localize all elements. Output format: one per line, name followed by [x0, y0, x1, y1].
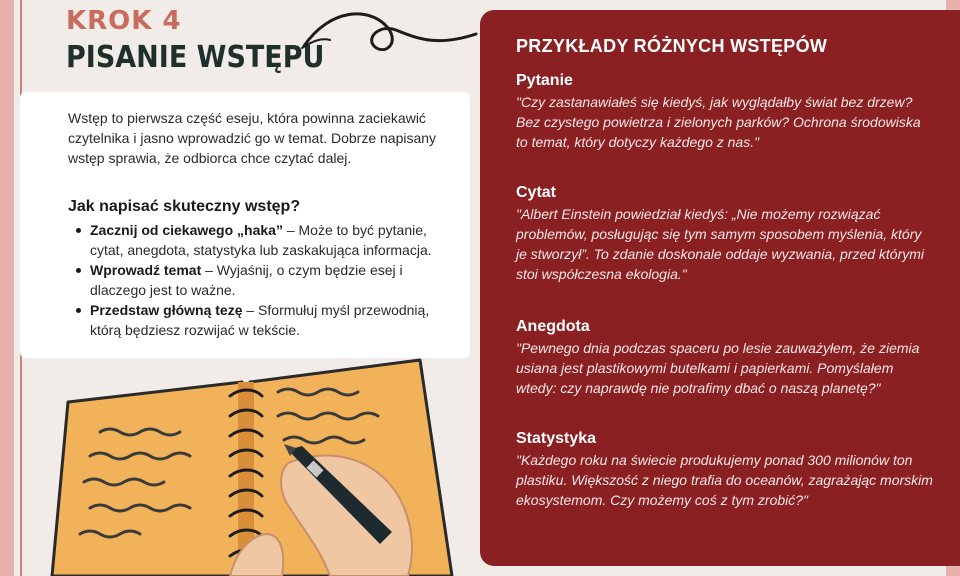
how-to-heading: Jak napisać skuteczny wstęp?: [68, 198, 301, 215]
example-anecdote: [516, 316, 936, 398]
example-title: Anegdota: [516, 318, 590, 335]
list-item: [68, 260, 448, 300]
example-quote: "Albert Einstein powiedział kiedyś: „Nie możemy rozwiązać problemów, posługując się tym samym sposobem myślenia, który je stworzył”. To zdanie doskonale oddaje wyzwania, przed którymi stoi współczesna ekologia.": [516, 206, 925, 282]
tip-text: – Wyjaśnij, o czym będzie esej i dlaczego jest to ważne.: [90, 262, 403, 298]
left-border-strip: [0, 0, 14, 576]
tip-bold: Zacznij od ciekawego „haka”: [90, 222, 283, 238]
step-label: KROK 4: [66, 6, 182, 36]
intro-paragraph: Wstęp to pierwsza część eseju, która powinna zaciekawić czytelnika i jasno wprowadzić go w temat. Dobrze napisany wstęp sprawia, że odbiorca chce czytać dalej.: [68, 110, 437, 166]
notebook-with-pen-icon: [40, 352, 470, 576]
list-item: [68, 300, 448, 340]
examples-heading: PRZYKŁADY RÓŻNYCH WSTĘPÓW: [516, 36, 828, 56]
tip-text: – Sformułuj myśl przewodnią, którą będziesz rozwijać w tekście.: [90, 302, 430, 338]
tips-list: [68, 220, 448, 340]
tip-bold: Wprowadź temat: [90, 262, 202, 278]
example-question: [516, 70, 936, 152]
swirl-ornament-icon: [300, 0, 480, 70]
example-title: Cytat: [516, 184, 557, 201]
example-quote-section: [516, 182, 936, 284]
example-statistic: [516, 428, 936, 510]
example-title: Statystyka: [516, 430, 597, 447]
page-title: PISANIE WSTĘPU: [66, 40, 325, 75]
example-quote: "Pewnego dnia podczas spaceru po lesie zauważyłem, że ziemia usiana jest plastikowymi butelkami i papierkami. Pomyślałem wtedy: czy naprawdę nie potrafimy dbać o naszą planetę?": [516, 340, 920, 396]
tip-bold: Przedstaw główną tezę: [90, 302, 243, 318]
example-title: Pytanie: [516, 72, 573, 89]
example-quote: "Czy zastanawiałeś się kiedyś, jak wyglądałby świat bez drzew? Bez czystego powietrza i zielonych parków? Ochrona środowiska to temat, który dotyczy każdego z nas.": [516, 94, 921, 150]
example-quote: "Każdego roku na świecie produkujemy ponad 300 milionów ton plastiku. Większość z niego trafia do oceanów, zagrażając morskim ekosystemom. Czy możemy coś z tym zrobić?": [516, 452, 933, 508]
tip-text: – Może to być pytanie, cytat, anegdota, statystyka lub zaskakująca informacja.: [90, 222, 432, 258]
list-item: [68, 220, 448, 260]
